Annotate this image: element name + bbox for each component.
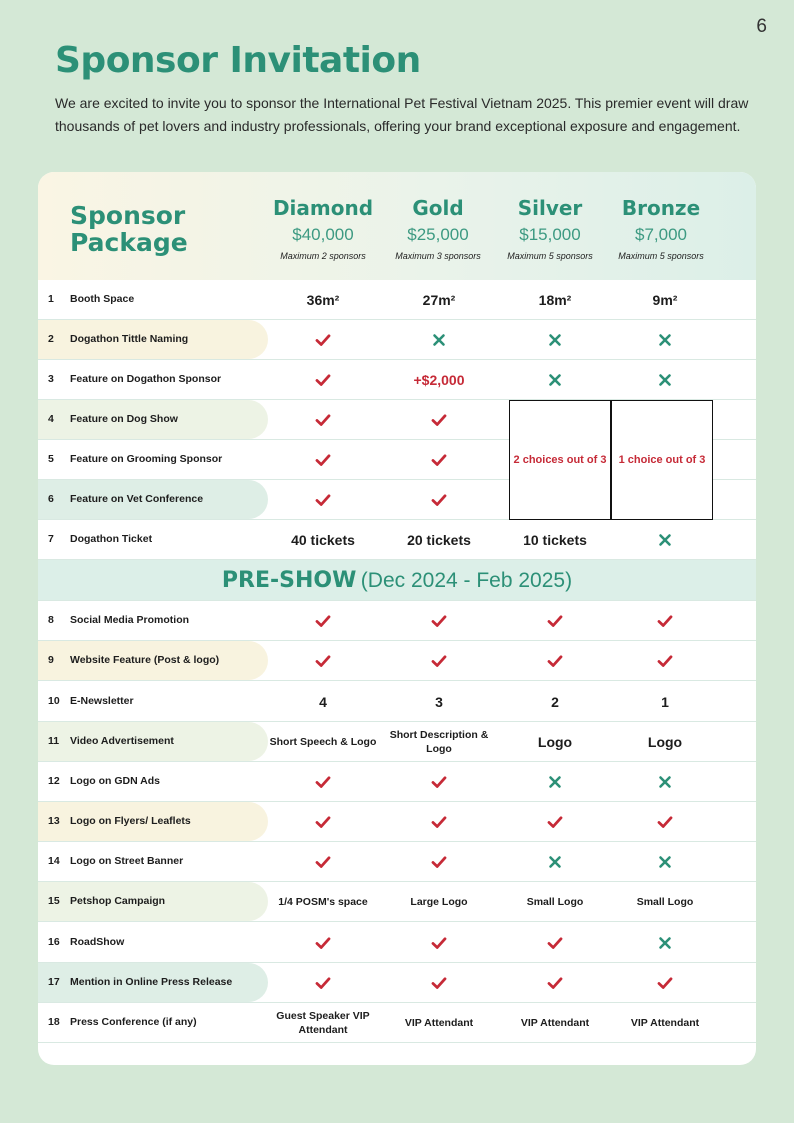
row-label: Social Media Promotion [70,614,190,626]
cross-icon [657,935,673,951]
package-title-line1: Sponsor [70,201,186,230]
row-label: Logo on Flyers/ Leaflets [70,815,191,827]
cell-diamond [265,320,381,359]
row-number: 2 [48,333,54,345]
check-icon [431,774,447,790]
cell-gold [381,440,497,479]
cell-gold [381,762,497,801]
check-icon [431,412,447,428]
row-number: 14 [48,855,60,867]
check-icon [431,935,447,951]
cell-bronze [607,963,723,1002]
cell-gold [381,923,497,962]
row-number: 13 [48,815,60,827]
cell-gold: Large Logo [410,895,468,908]
tier-gold [382,196,494,261]
cell-diamond [265,641,381,680]
table-row [38,641,756,681]
cell-gold [381,320,497,359]
cell-gold: 27m² [422,291,456,308]
preshow-date-range: (Dec 2024 - Feb 2025) [360,569,573,592]
check-icon [547,653,563,669]
cell-gold [381,641,497,680]
cell-bronze [607,762,723,801]
bronze-choice-box: 1 choice out of 3 [611,400,713,520]
check-icon [315,653,331,669]
cell-gold [381,842,497,881]
cell-silver [497,963,613,1002]
tier-max: Maximum 3 sponsors [395,251,481,261]
cross-icon [547,372,563,388]
row-number: 12 [48,775,60,787]
cell-silver: 2 [551,693,559,710]
cell-silver [497,601,613,640]
cell-gold [381,601,497,640]
cell-diamond [265,923,381,962]
cross-icon [657,372,673,388]
page-number: 6 [756,16,767,37]
cross-icon [547,854,563,870]
cell-diamond [265,842,381,881]
tier-bronze [605,196,717,261]
cell-gold [381,400,497,439]
row-label: Dogathon Tittle Naming [70,333,189,345]
tier-price: $40,000 [292,225,354,244]
cell-diamond [265,963,381,1002]
tier-max: Maximum 5 sponsors [618,251,704,261]
check-icon [315,613,331,629]
row-number: 4 [48,413,54,425]
cell-diamond [265,762,381,801]
cross-icon [657,774,673,790]
row-label: Mention in Online Press Release [70,976,233,988]
cell-silver: VIP Attendant [520,1016,590,1029]
row-label: Press Conference (if any) [70,1016,197,1028]
check-icon [315,492,331,508]
cross-icon [657,332,673,348]
cell-gold [381,802,497,841]
tier-name: Silver [517,196,583,220]
intro-paragraph: We are excited to invite you to sponsor the International Pet Festival Vietnam 2025. This premier event will draw thousands of pet lovers and industry professionals, offering your brand exceptional exposure and engagement. [55,95,749,134]
check-icon [315,975,331,991]
check-icon [547,814,563,830]
row-number: 10 [48,695,60,707]
cell-bronze [607,320,723,359]
cell-bronze: Logo [647,733,683,750]
cell-silver: Small Logo [526,895,584,908]
cell-gold [381,963,497,1002]
cross-icon [431,332,447,348]
check-icon [431,452,447,468]
check-icon [431,975,447,991]
check-icon [431,613,447,629]
cell-diamond: 36m² [306,291,340,308]
cell-gold: VIP Attendant [404,1016,474,1029]
cell-silver [497,762,613,801]
cell-bronze [607,923,723,962]
check-icon [431,653,447,669]
row-label: Logo on GDN Ads [70,775,161,787]
table-row [38,842,756,882]
row-number: 5 [48,453,54,465]
check-icon [547,613,563,629]
cell-silver: 18m² [538,291,572,308]
row-label: Feature on Dogathon Sponsor [70,373,222,385]
table-row [38,802,756,842]
cell-diamond: 1/4 POSM's space [278,895,368,908]
cell-diamond: Short Speech & Logo [269,735,377,748]
check-icon [547,975,563,991]
cell-silver [497,923,613,962]
cell-diamond: 40 tickets [291,531,355,548]
tier-price: $25,000 [407,225,469,244]
cell-silver [497,320,613,359]
table-row [38,280,756,320]
sponsor-table [38,172,756,1065]
check-icon [547,935,563,951]
cell-silver [497,842,613,881]
cell-bronze [607,842,723,881]
tier-diamond [267,196,379,261]
row-label: Booth Space [70,293,135,305]
cell-bronze [607,601,723,640]
table-row [38,1003,756,1043]
cell-diamond: Guest Speaker VIP Attendant [276,1009,370,1036]
cell-gold [381,480,497,519]
table-row [38,722,756,762]
package-title-line2: Package [70,228,188,257]
table-row [38,882,756,922]
tier-name: Gold [412,196,464,220]
tier-max: Maximum 2 sponsors [280,251,366,261]
cross-icon [657,854,673,870]
cell-diamond [265,440,381,479]
check-icon [315,332,331,348]
cell-diamond [265,480,381,519]
row-number: 6 [48,493,54,505]
tier-price: $7,000 [635,225,687,244]
cell-bronze: 9m² [652,291,678,308]
row-label: Logo on Street Banner [70,855,184,867]
check-icon [315,412,331,428]
row-label: Dogathon Ticket [70,533,153,545]
row-number: 1 [48,293,54,305]
table-row [38,520,756,560]
package-title [70,202,188,256]
tier-price: $15,000 [519,225,581,244]
row-label: Website Feature (Post & logo) [70,654,220,666]
preshow-title: PRE-SHOW [221,568,357,593]
cell-silver: 10 tickets [523,531,587,548]
check-icon [315,854,331,870]
tier-max: Maximum 5 sponsors [507,251,593,261]
table-row [38,682,756,722]
tier-name: Diamond [272,196,374,220]
cell-bronze: VIP Attendant [630,1016,700,1029]
cross-icon [547,774,563,790]
row-label: Feature on Grooming Sponsor [70,453,223,465]
check-icon [315,814,331,830]
table-header [38,172,756,280]
row-label: RoadShow [70,936,125,948]
tier-silver [494,196,606,261]
cell-gold: 3 [435,693,443,710]
page-title: Sponsor Invitation [55,40,421,81]
row-number: 11 [48,735,60,747]
check-icon [657,613,673,629]
tier-name: Bronze [621,196,701,220]
check-icon [315,372,331,388]
cell-gold: 20 tickets [407,531,471,548]
row-label: Feature on Dog Show [70,413,178,425]
row-label: Petshop Campaign [70,895,166,907]
row-number: 17 [48,976,60,988]
silver-choice-box: 2 choices out of 3 [509,400,611,520]
row-number: 16 [48,936,60,948]
preshow-banner [38,560,756,601]
row-label: Feature on Vet Conference [70,493,204,505]
cell-bronze [607,802,723,841]
table-row [38,963,756,1003]
cell-bronze [607,520,723,559]
row-number: 15 [48,895,60,907]
table-row [38,601,756,641]
check-icon [431,854,447,870]
row-number: 18 [48,1016,60,1028]
row-number: 8 [48,614,54,626]
row-label: E-Newsletter [70,695,134,707]
check-icon [315,452,331,468]
cell-diamond [265,601,381,640]
check-icon [657,975,673,991]
check-icon [315,774,331,790]
row-number: 9 [48,654,54,666]
cross-icon [547,332,563,348]
cell-diamond [265,400,381,439]
cell-bronze: 1 [661,693,669,710]
cell-diamond [265,360,381,399]
cell-silver: Logo [537,733,573,750]
check-icon [657,653,673,669]
cross-icon [657,532,673,548]
row-label: Video Advertisement [70,735,174,747]
cell-gold: +$2,000 [413,371,465,388]
cell-bronze [607,360,723,399]
row-number: 7 [48,533,54,545]
cell-silver [497,360,613,399]
table-row [38,923,756,963]
cell-gold: Short Description & Logo [389,728,489,755]
table-row [38,320,756,360]
cell-diamond: 4 [319,693,327,710]
check-icon [657,814,673,830]
cell-silver [497,641,613,680]
cell-diamond [265,802,381,841]
check-icon [431,492,447,508]
cell-silver [497,802,613,841]
cell-bronze: Small Logo [636,895,694,908]
check-icon [315,935,331,951]
row-number: 3 [48,373,54,385]
cell-bronze [607,641,723,680]
table-row [38,762,756,802]
table-row [38,360,756,400]
check-icon [431,814,447,830]
